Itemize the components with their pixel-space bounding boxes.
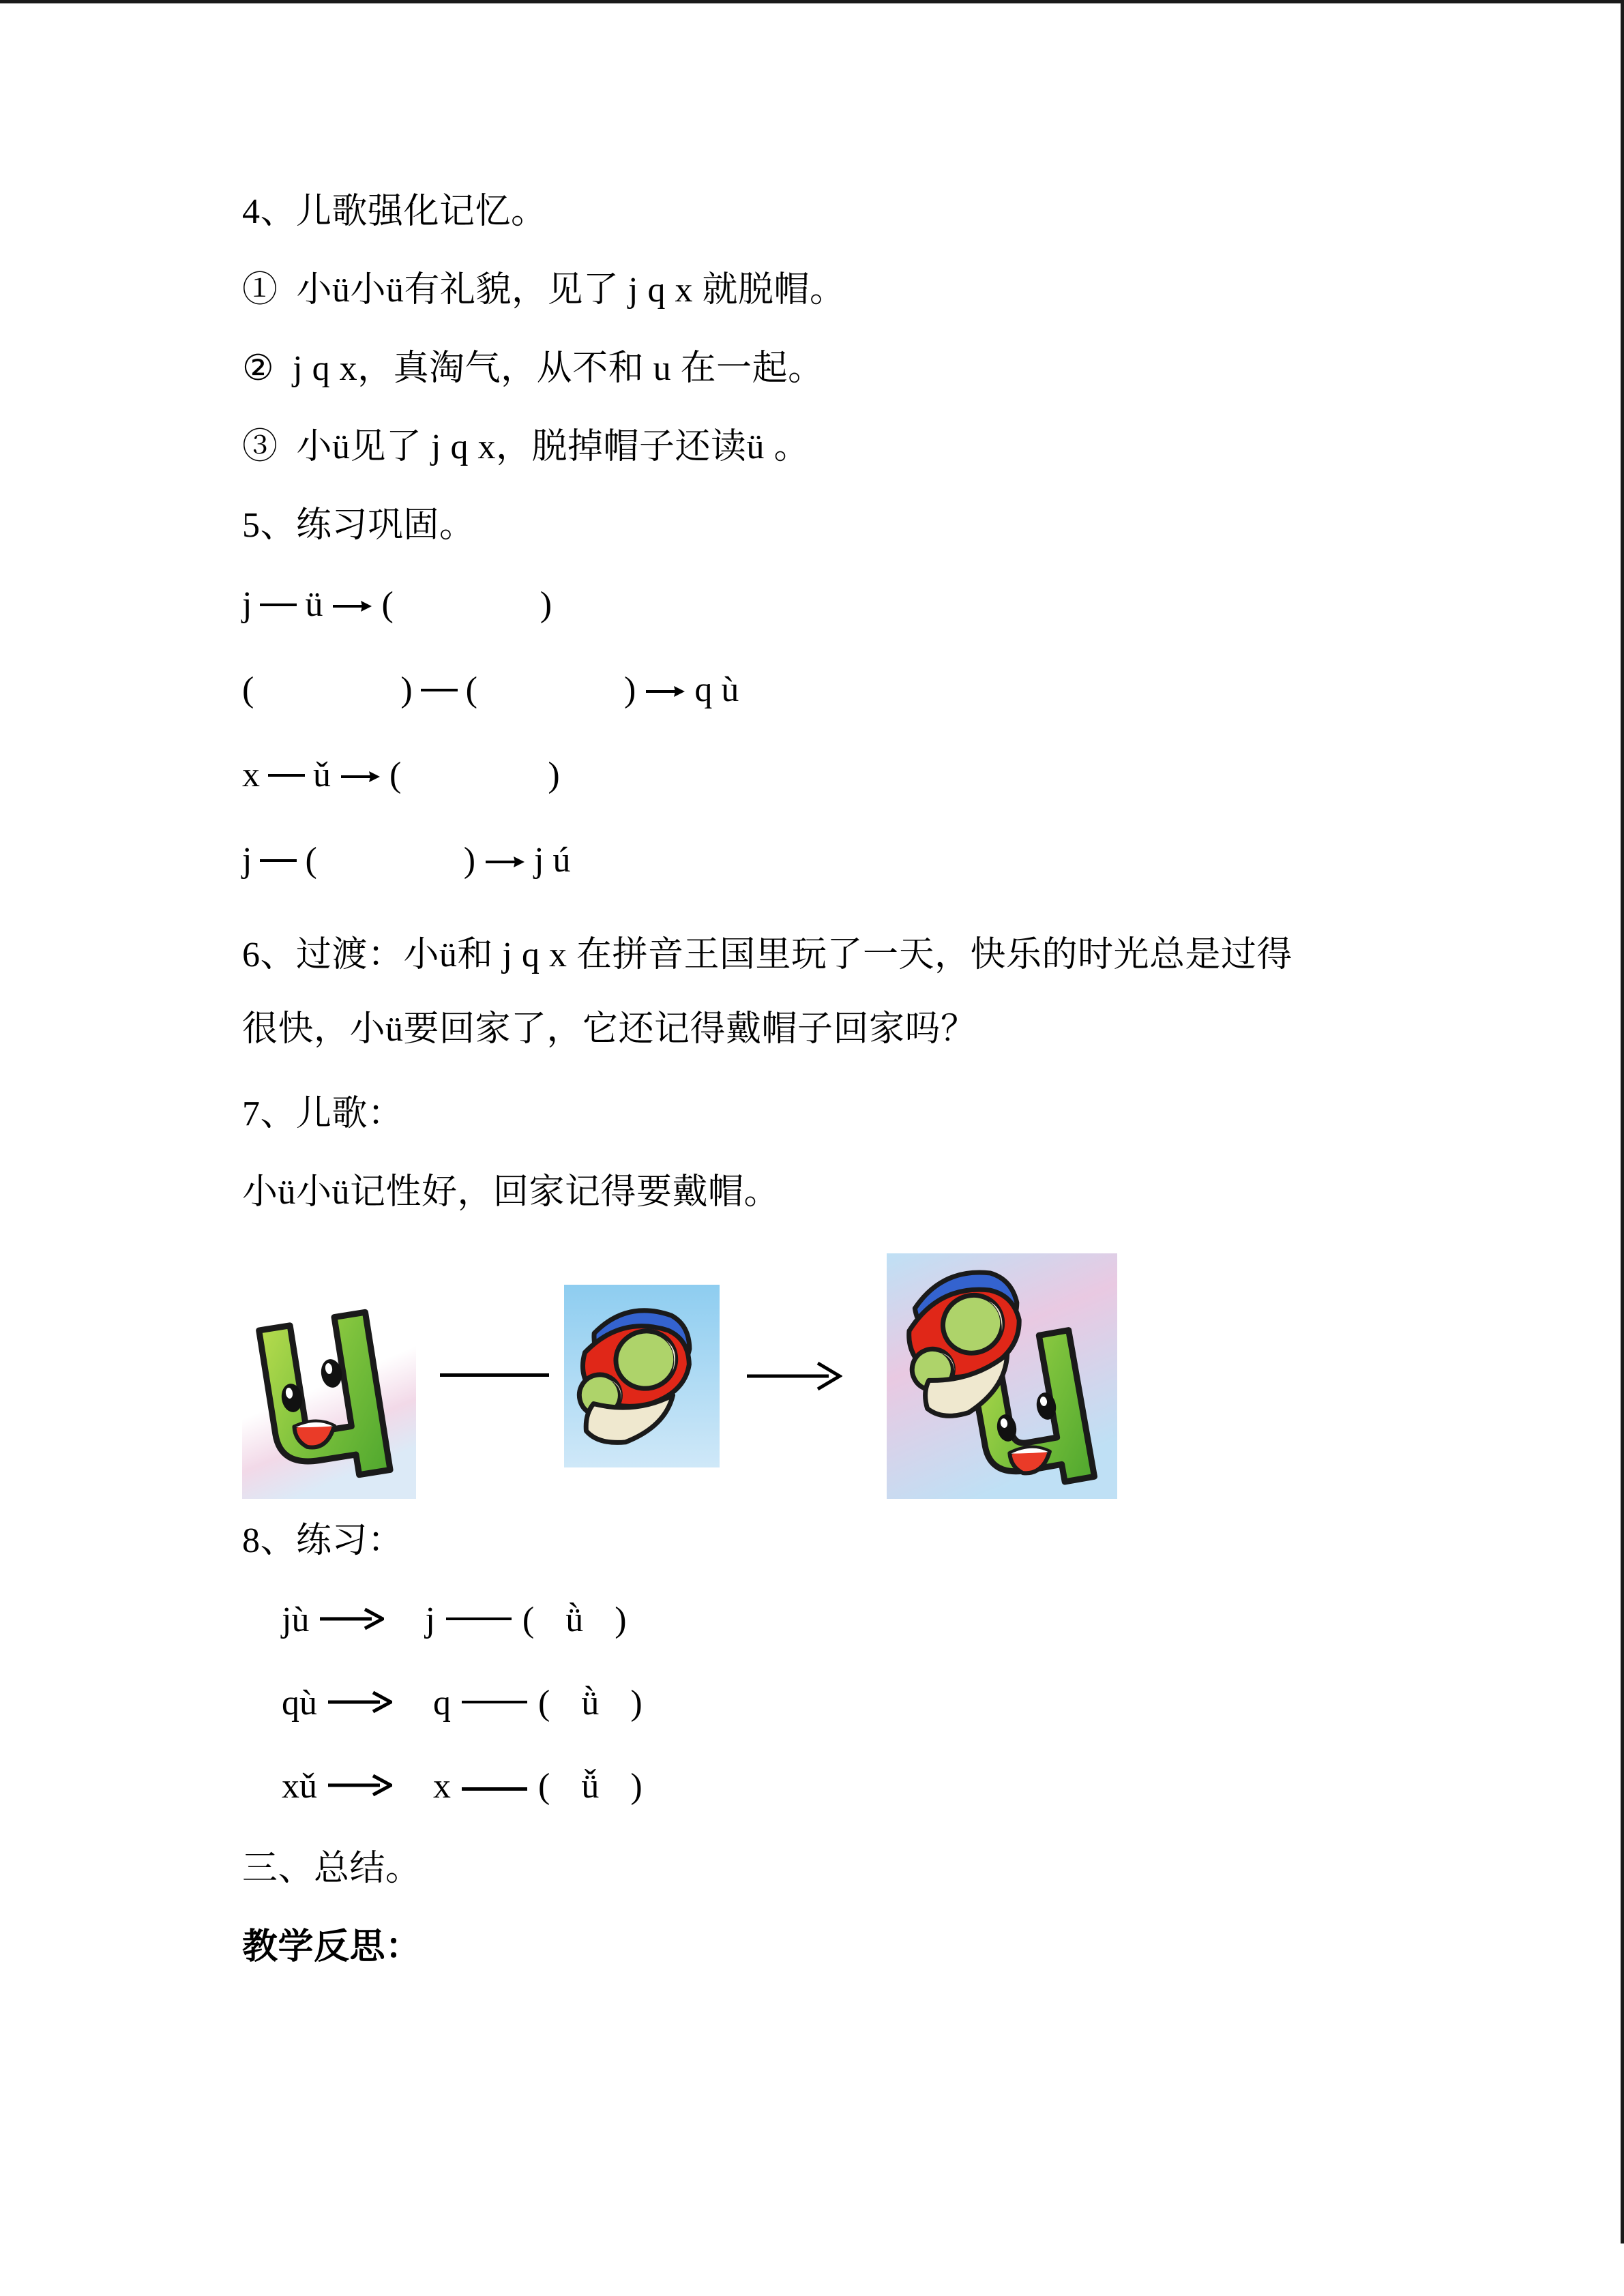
arrow-right-icon (332, 586, 372, 622)
exercise-1-initial: j (242, 584, 252, 624)
reflection-heading: 教学反思： (242, 1928, 422, 1967)
exercise-1-paren-open: ( (381, 584, 394, 624)
section8-final-2: ǜ (581, 1684, 600, 1723)
section4-item-3: ③ 小ü见了 j q x，脱掉帽子还读ü 。 (242, 428, 810, 466)
section8-syllable-3: xǔ (282, 1767, 317, 1806)
blend-dash-icon (260, 603, 297, 606)
section4-item-2: ② j q x，真淘气，从不和 u 在一起。 (242, 349, 824, 388)
arrow-right-icon (485, 842, 525, 878)
exercise-4-result: j ú (534, 840, 571, 880)
figure-letter-u (242, 1253, 416, 1499)
section8-syllable-1: jù (282, 1600, 310, 1640)
section4-heading: 4、儿歌强化记忆。 (242, 192, 547, 231)
exercise-4-paren-open: ( (305, 840, 317, 880)
section5-exercise-row-3 (242, 757, 1443, 799)
section6-paragraph-line2: 很快，小ü要回家了，它还记得戴帽子回家吗？ (242, 1010, 977, 1049)
blend-dash-icon (268, 774, 305, 777)
section8-row-3 (242, 1768, 1443, 1810)
section6-text-line1: 小ü和 j q x 在拼音王国里玩了一天，快乐的时光总是过得 (403, 936, 1293, 974)
exercise-1-final: ü (305, 584, 323, 624)
illustration-strip (242, 1253, 1443, 1499)
blank-rule[interactable] (462, 1787, 527, 1791)
section8-row-2 (242, 1685, 1443, 1727)
figure-letter-u-with-hat (887, 1253, 1117, 1499)
figure-hat (564, 1285, 720, 1467)
section8-paren-close-1: ) (615, 1600, 627, 1640)
section5-exercise-row-2 (242, 672, 1443, 714)
connector-line (440, 1373, 549, 1377)
blank-rule[interactable] (446, 1617, 512, 1620)
section8-syllable-2: qù (282, 1684, 317, 1723)
section8-initial-3: x (433, 1767, 451, 1806)
blend-dash-icon (260, 859, 297, 862)
section5-exercise-row-4 (242, 842, 1443, 884)
section6-paragraph (242, 927, 1443, 983)
section8-paren-open-2: ( (538, 1684, 550, 1723)
section8-initial-1: j (425, 1600, 435, 1640)
section8-initial-2: q (433, 1684, 451, 1723)
exercise-3-initial: x (242, 755, 260, 794)
section8-paren-open-3: ( (538, 1767, 550, 1806)
exercise-2-paren-close-a: ) (400, 670, 413, 709)
exercise-2-result: q ù (694, 670, 739, 709)
section7-rhyme: 小ü小ü记性好，回家记得要戴帽。 (242, 1173, 780, 1212)
arrow-right-icon (319, 1602, 384, 1637)
scan-edge-top (0, 0, 1624, 3)
section4-item-1: ① 小ü小ü有礼貌，见了 j q x 就脱帽。 (242, 271, 846, 310)
arrow-right-icon (645, 672, 685, 707)
section8-paren-close-3: ) (630, 1767, 643, 1806)
arrow-right-icon (327, 1768, 392, 1804)
arrow-right-icon (340, 757, 380, 792)
blend-dash-icon (421, 689, 458, 691)
exercise-4-paren-close: ) (463, 840, 476, 880)
section7-heading: 7、儿歌： (242, 1094, 404, 1134)
exercise-2-paren-open-b: ( (465, 670, 477, 709)
exercise-2-paren-open-a: ( (242, 670, 254, 709)
blank-rule[interactable] (462, 1701, 527, 1703)
section8-final-1: ǜ (565, 1600, 584, 1640)
exercise-2-paren-close-b: ) (623, 670, 636, 709)
section8-paren-close-2: ) (630, 1684, 643, 1723)
section5-exercise-row-1 (242, 586, 1443, 629)
exercise-3-final: ǔ (313, 755, 331, 794)
section6-heading-prefix: 6、过渡： (242, 936, 404, 974)
exercise-3-paren-close: ) (548, 755, 560, 794)
section8-row-1 (242, 1602, 1443, 1644)
summary-heading: 三、总结。 (242, 1849, 422, 1889)
arrow-right-icon (327, 1685, 392, 1720)
page-content (242, 194, 1443, 2008)
exercise-4-initial: j (242, 840, 252, 880)
exercise-3-paren-open: ( (389, 755, 402, 794)
scan-edge-right (1621, 0, 1624, 2243)
section8-paren-open-1: ( (522, 1600, 535, 1640)
section5-heading: 5、练习巩固。 (242, 506, 475, 545)
section8-heading: 8、练习： (242, 1521, 404, 1561)
section8-final-3: ǚ (581, 1767, 600, 1806)
connector-arrow-icon (747, 1359, 842, 1397)
exercise-1-paren-close: ) (540, 584, 552, 624)
